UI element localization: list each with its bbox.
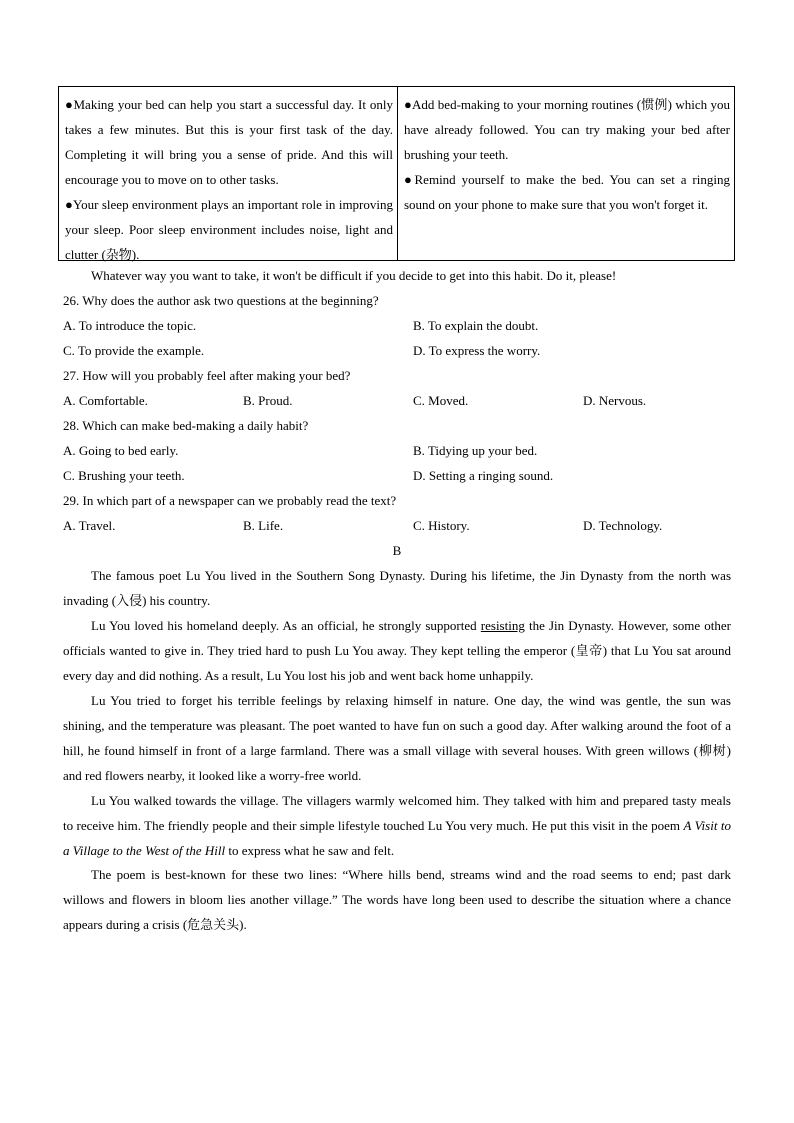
passage-paragraph-1: The famous poet Lu You lived in the Southern Song Dynasty. During his lifetime, the Jin Dynasty from the north was invading (入侵) his country. (63, 568, 731, 608)
question-28-option-b: B. Tidying up your bed. (413, 443, 538, 458)
question-28-option-d: D. Setting a ringing sound. (413, 468, 554, 483)
passage-paragraph-3: Lu You tried to forget his terrible feelings by relaxing himself in nature. One day, the wind was gentle, the sun was shining, and the temperature was pleasant. The poet wanted to have fun on such a good day. After walking around the foot of a hill, he found himself in front of a large farmland. There was a small village with several houses. With green willows (柳树) and red flowers nearby, it looked like a worry-free world. (63, 693, 731, 783)
question-29-option-b: B. Life. (243, 518, 284, 533)
question-27-option-d: D. Nervous. (583, 393, 647, 408)
tips-table-right-cell (397, 87, 734, 260)
underlined-word-resisting: resisting (480, 618, 525, 633)
passage-p4-text: Lu You walked towards the village. The villagers warmly welcomed him. They talked with him and prepared tasty meals to receive him. The friendly people and their simple lifestyle touched Lu You very much. He put this visit in the poem (63, 793, 731, 833)
passage-paragraph-2 (63, 613, 731, 688)
question-29-option-c: C. History. (413, 518, 470, 533)
question-29-option-d: D. Technology. (583, 518, 663, 533)
question-26-option-a: A. To introduce the topic. (63, 318, 197, 333)
tip-making-bed: ●Making your bed can help you start a successful day. It only takes a few minutes. But this is your first task of the day. Completing it will bring you a sense of pride. And this will encourage you to move on to other tasks. (65, 97, 393, 187)
passage-paragraph-4 (63, 788, 731, 863)
question-27-option-c: C. Moved. (413, 393, 469, 408)
section-label: B (392, 543, 402, 558)
tip-remind-yourself: ●Remind yourself to make the bed. You can set a ringing sound on your phone to make sure that you won't forget it. (404, 172, 730, 212)
question-29-option-a: A. Travel. (63, 518, 116, 533)
tips-table-left-cell (59, 87, 397, 260)
question-28-stem: 28. Which can make bed-making a daily habit? (63, 418, 309, 433)
question-26-option-c: C. To provide the example. (63, 343, 205, 358)
question-29-stem: 29. In which part of a newspaper can we probably read the text? (63, 493, 397, 508)
question-27-option-b: B. Proud. (243, 393, 293, 408)
question-26-stem: 26. Why does the author ask two questions at the beginning? (63, 293, 379, 308)
passage-p4-text-rest: to express what he saw and felt. (225, 843, 395, 858)
tips-table (58, 86, 735, 261)
question-26-option-b: B. To explain the doubt. (413, 318, 539, 333)
question-28-option-c: C. Brushing your teeth. (63, 468, 185, 483)
passage-p2-text-rest: the Jin Dynasty. However, some other officials wanted to give in. They tried hard to push Lu You away. They kept telling the emperor (皇帝) that Lu You sat around every day and did nothing. As a result, Lu You lost his job and went back home unhappily. (63, 618, 731, 683)
passage-p2-text: Lu You loved his homeland deeply. As an official, he strongly supported (91, 618, 481, 633)
poem-title: A Visit to a Village to the West of the Hill (63, 818, 731, 858)
passage-paragraph-5: The poem is best-known for these two lines: “Where hills bend, streams wind and the road seems to end; past dark willows and flowers in bloom lies another village.” The words have long been used to describe the situation where a chance appears during a crisis (危急关头). (63, 867, 731, 932)
question-28-option-a: A. Going to bed early. (63, 443, 179, 458)
question-27-option-a: A. Comfortable. (63, 393, 148, 408)
tip-add-routine: ●Add bed-making to your morning routines (惯例) which you have already followed. You can try making your bed after brushing your teeth. (404, 97, 730, 162)
closing-sentence: Whatever way you want to take, it won't be difficult if you decide to get into this habit. Do it, please! (91, 268, 617, 283)
question-27-stem: 27. How will you probably feel after making your bed? (63, 368, 351, 383)
tip-sleep-environment: ●Your sleep environment plays an important role in improving your sleep. Poor sleep environment includes noise, light and clutter (杂物). (65, 197, 393, 262)
question-26-option-d: D. To express the worry. (413, 343, 541, 358)
